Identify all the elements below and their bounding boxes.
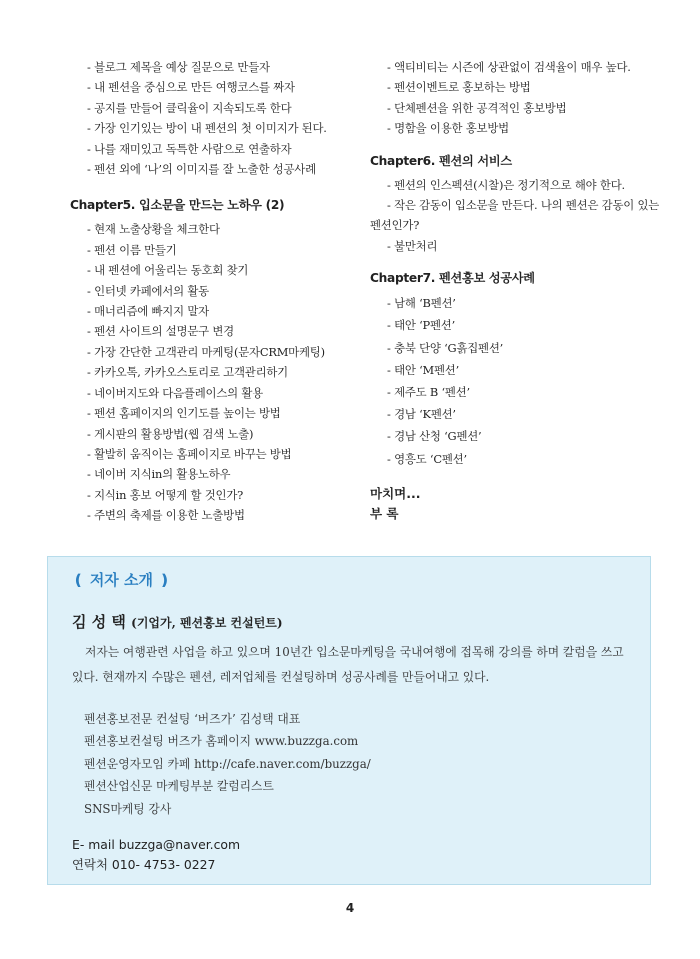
closing-heading: 마치며... <box>370 485 421 501</box>
author-link-item: SNS마케팅 강사 <box>84 801 172 816</box>
chapter6-list <box>370 175 670 257</box>
toc-left-column <box>70 57 360 526</box>
list-item: - 펜션의 인스펙션(시찰)은 정기적으로 해야 한다. <box>387 177 625 192</box>
author-name: 김 성 택 <box>72 613 126 631</box>
list-item: - 펜션 홈페이지의 인기도를 높이는 방법 <box>87 406 281 421</box>
list-item: - 명함을 이용한 홍보방법 <box>387 121 509 136</box>
author-link-item: 펜션홍보전문 컨설팅 ‘버즈가’ 김성택 대표 <box>84 712 301 726</box>
list-item: - 경남 ‘K펜션’ <box>387 407 456 422</box>
list-item: - 불만처리 <box>387 238 438 253</box>
left-top-list <box>70 57 360 179</box>
right-top-list <box>370 57 670 139</box>
author-heading <box>72 569 171 590</box>
author-phone: 연락처 010- 4753- 0227 <box>72 857 216 872</box>
author-link-item: 펜션홍보컨설팅 버즈가 홈페이지 www.buzzga.com <box>84 734 359 749</box>
appendix-heading: 부 록 <box>370 505 399 521</box>
list-item: - 태안 ‘P펜션’ <box>387 318 456 333</box>
list-item: - 태안 ‘M펜션’ <box>387 362 460 377</box>
list-item: - 가장 간단한 고객관리 마케팅(문자CRM마케팅) <box>87 344 325 359</box>
chapter5-title: Chapter5. 입소문을 만드는 노하우 (2) <box>70 198 285 213</box>
list-item: - 매너리즘에 빠지지 말자 <box>87 304 209 319</box>
list-item: - 카카오톡, 카카오스토리로 고객관리하기 <box>87 365 288 380</box>
page-number: 4 <box>345 901 355 915</box>
list-item: - 주변의 축제를 이용한 노출방법 <box>87 508 245 523</box>
list-item: - 인터넷 카페에서의 활동 <box>87 283 209 298</box>
list-item: - 현재 노출상황을 체크한다 <box>87 222 220 237</box>
author-role: (기업가, 펜션홍보 컨설턴트) <box>131 616 283 630</box>
chapter7-title: Chapter7. 펜션홍보 성공사례 <box>370 271 535 286</box>
list-item: - 내 펜션을 중심으로 만든 여행코스를 짜자 <box>87 80 295 95</box>
chapter5-list <box>70 219 360 525</box>
author-heading-label: 저자 소개 <box>89 571 153 589</box>
list-item: - 영흥도 ‘C펜션’ <box>387 451 467 466</box>
list-item: - 블로그 제목을 예상 질문으로 만들자 <box>87 60 270 74</box>
list-item: - 가장 인기있는 방이 내 펜션의 첫 이미지가 된다. <box>87 121 327 136</box>
list-item: - 공지를 만들어 클릭율이 지속되도록 한다 <box>87 100 292 115</box>
list-item: - 남해 ‘B펜션’ <box>387 296 456 311</box>
list-item: - 게시판의 활용방법(웹 검색 노출) <box>87 426 254 441</box>
list-item: - 펜션이벤트로 홍보하는 방법 <box>387 80 531 95</box>
list-item: - 충북 단양 ‘G흙집펜션’ <box>387 340 504 355</box>
list-item: - 펜션 외에 ‘나’의 이미지를 잘 노출한 성공사례 <box>87 162 316 177</box>
list-item: - 액티비티는 시즌에 상관없이 검색율이 매우 높다. <box>387 60 631 74</box>
bracket-open-icon: ❪ <box>72 571 85 589</box>
author-name-line <box>72 611 283 632</box>
author-intro-box <box>47 556 651 885</box>
list-item: - 활발히 움직이는 홈페이지로 바꾸는 방법 <box>87 446 292 461</box>
list-item: - 네이버 지식in의 활용노하우 <box>87 467 231 482</box>
bracket-close-icon: ❫ <box>158 571 171 589</box>
toc-right-column <box>370 57 670 524</box>
author-contact <box>72 835 240 875</box>
list-item: - 제주도 B ‘펜션’ <box>387 385 470 400</box>
list-item: - 작은 감동이 입소문을 만든다. 나의 펜션은 감동이 있는 펜션인가? <box>370 198 660 233</box>
list-item: - 펜션 사이트의 설명문구 변경 <box>87 324 234 339</box>
list-item: - 펜션 이름 만들기 <box>87 242 177 257</box>
list-item: - 경남 산청 ‘G펜션’ <box>387 429 482 444</box>
chapter6-title: Chapter6. 펜션의 서비스 <box>370 153 512 168</box>
author-email: E- mail buzzga@naver.com <box>72 837 241 852</box>
list-item: - 내 펜션에 어울리는 동호회 찾기 <box>87 263 249 278</box>
author-link-item: 펜션운영자모임 카페 http://cafe.naver.com/buzzga/ <box>84 756 371 771</box>
author-description: 저자는 여행관련 사업을 하고 있으며 10년간 입소문마케팅을 국내여행에 접목해 강의를 하며 칼럼을 쓰고 있다. 현재까지 수많은 펜션, 레저업체를 컨설팅하며 성공사례를 만들어내고 있다. <box>72 645 624 684</box>
list-item: - 네이버지도와 다음플레이스의 활용 <box>87 385 263 400</box>
list-item: - 지식in 홍보 어떻게 할 것인가? <box>87 487 244 502</box>
chapter7-list <box>370 292 670 470</box>
author-link-item: 펜션산업신문 마케팅부분 칼럼리스트 <box>84 779 274 794</box>
author-links <box>84 708 371 820</box>
list-item: - 나를 재미있고 독특한 사람으로 연출하자 <box>87 141 292 156</box>
list-item: - 단체펜션을 위한 공격적인 홍보방법 <box>387 100 567 115</box>
